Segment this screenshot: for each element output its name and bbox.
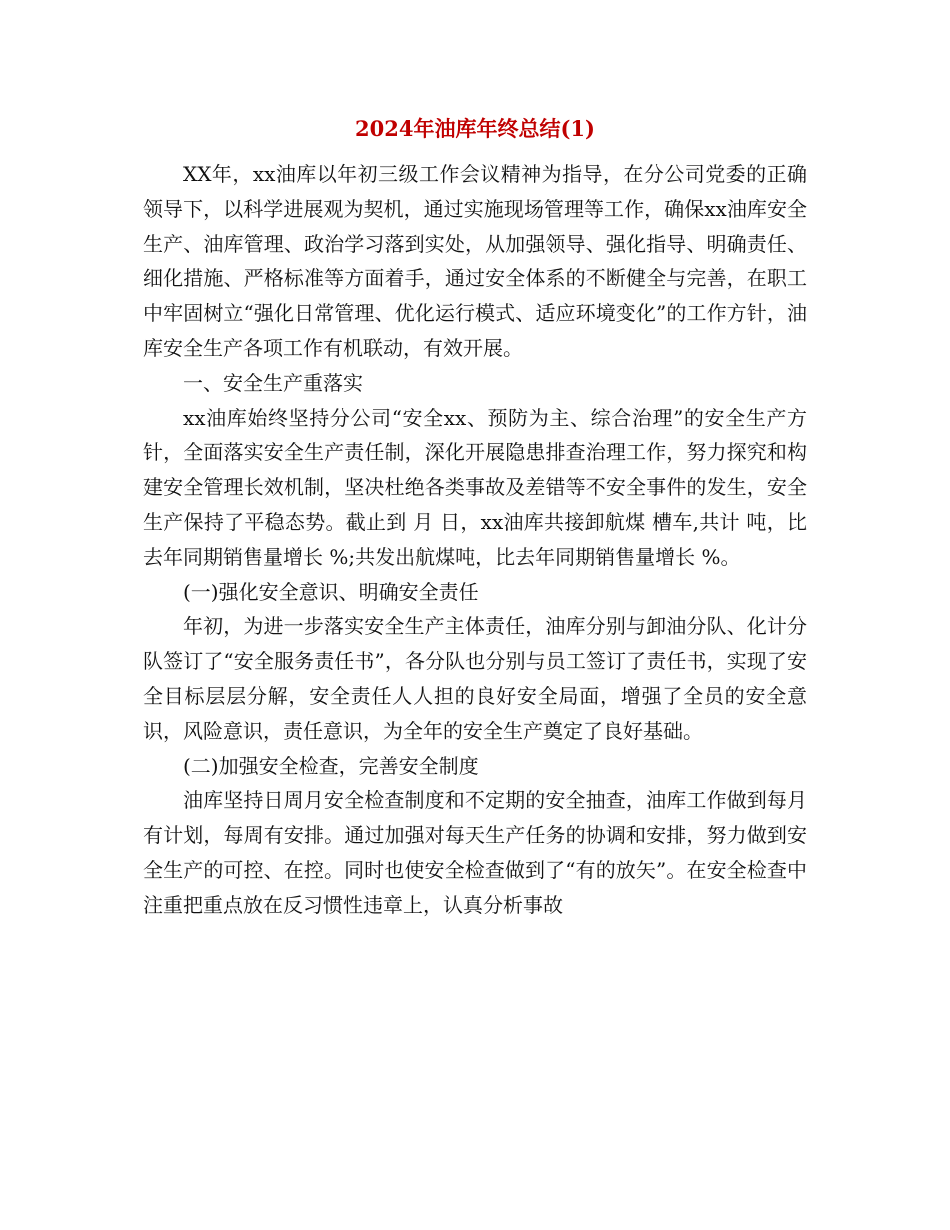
paragraph-safety-production: xx油库始终坚持分公司“安全xx、预防为主、综合治理”的安全生产方针，全面落实安全生产责任制，深化开展隐患排查治理工作，努力探究和构建安全管理长效机制，坚决杜绝各类事故及差错等不安全事件的发生，安全生产保持了平稳态势。截止到 月 日，xx油库共接卸航煤 槽车,共计 吨，比去年同期销售量增长 %;共发出航煤吨，比去年同期销售量增长 %。 (143, 405, 807, 569)
document-title: 2024年油库年终总结(1) (355, 116, 595, 141)
paragraph-safety-inspection: 油库坚持日周月安全检查制度和不定期的安全抽查，油库工作做到每月有计划，每周有安排。通过加强对每天生产任务的协调和安排，努力做到安全生产的可控、在控。同时也使安全检查做到了“有的放矢”。在安全检查中注重把重点放在反习惯性违章上，认真分析事故 (143, 788, 807, 917)
subsection-heading-safety-inspection: (二)加强安全检查，完善安全制度 (183, 753, 479, 778)
subsection-heading-safety-awareness: (一)强化安全意识、明确安全责任 (183, 579, 479, 604)
paragraph-safety-awareness: 年初，为进一步落实安全生产主体责任，油库分别与卸油分队、化计分队签订了“安全服务责任书”，各分队也分别与员工签订了责任书，实现了安全目标层层分解，安全责任人人担的良好安全局面，增强了全员的安全意识，风险意识，责任意识，为全年的安全生产奠定了良好基础。 (143, 614, 807, 743)
section-heading-safety-production: 一、安全生产重落实 (183, 370, 363, 395)
document-body (143, 157, 807, 923)
paragraph-intro: XX年，xx油库以年初三级工作会议精神为指导，在分公司党委的正确领导下，以科学进展观为契机，通过实施现场管理等工作，确保xx油库安全生产、油库管理、政治学习落到实处，从加强领导、强化指导、明确责任、细化措施、严格标准等方面着手，通过安全体系的不断健全与完善，在职工中牢固树立“强化日常管理、优化运行模式、适应环境变化”的工作方针，油库安全生产各项工作有机联动，有效开展。 (143, 162, 807, 360)
